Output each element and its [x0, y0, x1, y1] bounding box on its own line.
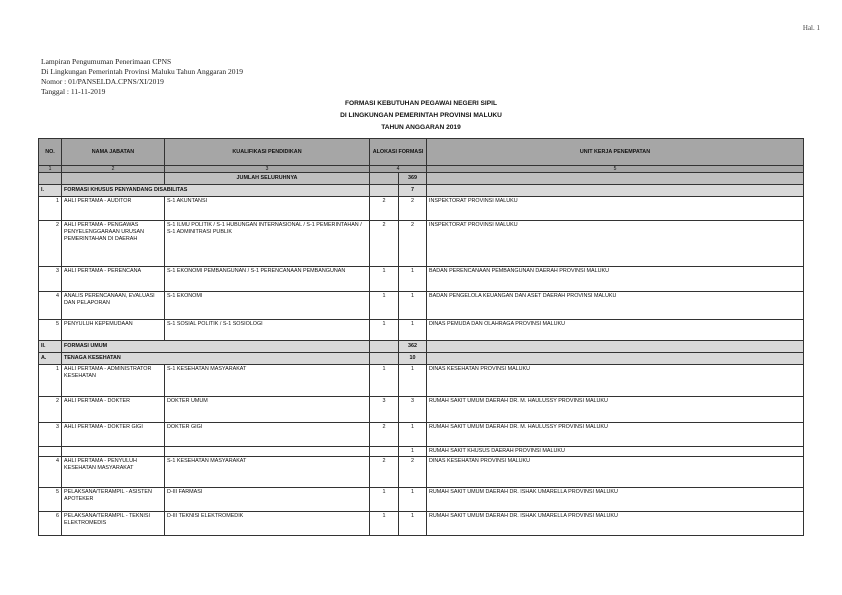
row-no: 1 [39, 197, 62, 221]
row-jabatan: AHLI PERTAMA - ADMINISTRATOR KESEHATAN [62, 365, 165, 397]
row-alokasi-b: 2 [399, 221, 427, 267]
row-kualifikasi: S-1 ILMU POLITIK / S-1 HUBUNGAN INTERNASIONAL / S-1 PEMERINTAHAN / S-1 ADMINITRASI PUBLIK [165, 221, 370, 267]
row-no: 3 [39, 267, 62, 292]
row-jabatan: AHLI PERTAMA - PENGAWAS PENYELENGGARAAN URUSAN PEMERINTAHAN DI DAERAH [62, 221, 165, 267]
row-jabatan: PENYULUH KEPEMUDAAN [62, 320, 165, 341]
empty-cell [427, 341, 804, 353]
row-kualifikasi: S-1 EKONOMI PEMBANGUNAN / S-1 PERENCANAAN PEMBANGUNAN [165, 267, 370, 292]
row-alokasi-b: 1 [399, 447, 427, 457]
formasi-table [38, 138, 804, 536]
header-line: Tanggal : 11-11-2019 [41, 87, 106, 96]
section-no: II. [39, 341, 62, 353]
column-number: 2 [62, 166, 165, 173]
row-alokasi-a: 1 [370, 488, 399, 512]
row-alokasi-b: 1 [399, 488, 427, 512]
row-unit: RUMAH SAKIT KHUSUS DAERAH PROVINSI MALUKU [427, 447, 804, 457]
row-alokasi-a: 3 [370, 397, 399, 423]
row-no: 1 [39, 365, 62, 397]
row-no: 2 [39, 221, 62, 267]
row-kualifikasi: S-1 AKUNTANSI [165, 197, 370, 221]
row-unit: RUMAH SAKIT UMUM DAERAH DR. ISHAK UMARELLA PROVINSI MALUKU [427, 512, 804, 536]
empty-cell [39, 173, 62, 185]
row-jabatan: ANALIS PERENCANAAN, EVALUASI DAN PELAPORAN [62, 292, 165, 320]
header-kualifikasi: KUALIFIKASI PENDIDIKAN [165, 139, 370, 166]
row-alokasi-a: 1 [370, 267, 399, 292]
row-no: 5 [39, 320, 62, 341]
section-label: FORMASI UMUM [62, 341, 370, 353]
page-number: Hal. 1 [802, 24, 820, 32]
row-alokasi-b: 3 [399, 397, 427, 423]
document-header [41, 57, 243, 97]
header-no: NO. [39, 139, 62, 166]
row-alokasi-b: 1 [399, 320, 427, 341]
row-kualifikasi: S-1 KESEHATAN MASYARAKAT [165, 365, 370, 397]
empty-cell [62, 173, 165, 185]
table-row [39, 365, 804, 397]
title-line: FORMASI KEBUTUHAN PEGAWAI NEGERI SIPIL [344, 100, 498, 107]
section-no: A. [39, 353, 62, 365]
table-header-row [39, 139, 804, 166]
row-alokasi-a: 1 [370, 512, 399, 536]
empty-cell [427, 173, 804, 185]
row-kualifikasi: S-1 EKONOMI [165, 292, 370, 320]
table-row [39, 512, 804, 536]
row-alokasi-a: 2 [370, 197, 399, 221]
row-alokasi-b: 2 [399, 457, 427, 488]
row-kualifikasi: D-III TEKNISI ELEKTROMEDIK [165, 512, 370, 536]
row-unit: INSPEKTORAT PROVINSI MALUKU [427, 221, 804, 267]
row-no [39, 447, 62, 457]
table-row [39, 197, 804, 221]
total-row [39, 173, 804, 185]
section-value: 7 [399, 185, 427, 197]
row-jabatan: PELAKSANA/TERAMPIL - TEKNISI ELEKTROMEDIS [62, 512, 165, 536]
empty-cell [370, 353, 399, 365]
empty-cell [370, 341, 399, 353]
row-kualifikasi: S-1 SOSIAL POLITIK / S-1 SOSIOLOGI [165, 320, 370, 341]
section-row [39, 341, 804, 353]
row-unit: RUMAH SAKIT UMUM DAERAH DR. M. HAULUSSY PROVINSI MALUKU [427, 397, 804, 423]
row-no: 4 [39, 457, 62, 488]
section-no: I. [39, 185, 62, 197]
row-kualifikasi: D-III FARMASI [165, 488, 370, 512]
table-row [39, 488, 804, 512]
row-alokasi-b: 1 [399, 267, 427, 292]
row-alokasi-b: 1 [399, 423, 427, 447]
row-alokasi-b: 1 [399, 365, 427, 397]
section-value: 362 [399, 341, 427, 353]
row-kualifikasi: DOKTER GIGI [165, 423, 370, 447]
header-line: Nomor : 01/PANSELDA.CPNS/XI/2019 [41, 77, 164, 86]
column-number-row [39, 166, 804, 173]
total-value: 369 [399, 173, 427, 185]
row-alokasi-b: 2 [399, 197, 427, 221]
row-unit: DINAS KESEHATAN PROVINSI MALUKU [427, 365, 804, 397]
document-title [0, 98, 842, 134]
row-alokasi-a: 2 [370, 221, 399, 267]
column-number: 5 [427, 166, 804, 173]
header-line: Di Lingkungan Pemerintah Provinsi Maluku Tahun Anggaran 2019 [41, 67, 244, 76]
table-row [39, 320, 804, 341]
section-value: 10 [399, 353, 427, 365]
row-unit: RUMAH SAKIT UMUM DAERAH DR. M. HAULUSSY PROVINSI MALUKU [427, 423, 804, 447]
title-line: DI LINGKUNGAN PEMERINTAH PROVINSI MALUKU [340, 112, 502, 119]
row-no: 2 [39, 397, 62, 423]
row-no: 5 [39, 488, 62, 512]
row-unit: BADAN PERENCANAAN PEMBANGUNAN DAERAH PROVINSI MALUKU [427, 267, 804, 292]
row-unit: RUMAH SAKIT UMUM DAERAH DR. ISHAK UMARELLA PROVINSI MALUKU [427, 488, 804, 512]
table-row [39, 292, 804, 320]
row-unit: BADAN PENGELOLA KEUANGAN DAN ASET DAERAH PROVINSI MALUKU [427, 292, 804, 320]
row-jabatan: AHLI PERTAMA - PERENCANA [62, 267, 165, 292]
table-row [39, 267, 804, 292]
row-jabatan: AHLI PERTAMA - AUDITOR [62, 197, 165, 221]
section-label: TENAGA KESEHATAN [62, 353, 370, 365]
row-kualifikasi: DOKTER UMUM [165, 397, 370, 423]
column-number: 3 [165, 166, 370, 173]
row-unit: DINAS KESEHATAN PROVINSI MALUKU [427, 457, 804, 488]
row-unit: INSPEKTORAT PROVINSI MALUKU [427, 197, 804, 221]
row-jabatan [62, 447, 165, 457]
column-number: 1 [39, 166, 62, 173]
row-alokasi-b: 1 [399, 512, 427, 536]
row-alokasi-b: 1 [399, 292, 427, 320]
row-unit: DINAS PEMUDA DAN OLAHRAGA PROVINSI MALUKU [427, 320, 804, 341]
row-kualifikasi [165, 447, 370, 457]
table-row [39, 221, 804, 267]
row-no: 6 [39, 512, 62, 536]
row-alokasi-a: 1 [370, 365, 399, 397]
title-line: TAHUN ANGGARAN 2019 [381, 124, 461, 131]
header-line: Lampiran Pengumuman Penerimaan CPNS [41, 57, 172, 66]
subsection-row [39, 353, 804, 365]
row-kualifikasi: S-1 KESEHATAN MASYARAKAT [165, 457, 370, 488]
header-jabatan: NAMA JABATAN [62, 139, 165, 166]
row-no: 4 [39, 292, 62, 320]
table-row [39, 457, 804, 488]
row-alokasi-a: 2 [370, 423, 399, 447]
empty-cell [370, 185, 399, 197]
row-alokasi-a [370, 447, 399, 457]
row-jabatan: AHLI PERTAMA - DOKTER GIGI [62, 423, 165, 447]
empty-cell [427, 185, 804, 197]
table-row [39, 447, 804, 457]
header-alokasi: ALOKASI FORMASI [370, 139, 427, 166]
table-row [39, 397, 804, 423]
row-jabatan: PELAKSANA/TERAMPIL - ASISTEN APOTEKER [62, 488, 165, 512]
table-row [39, 423, 804, 447]
column-number: 4 [370, 166, 427, 173]
header-unit: UNIT KERJA PENEMPATAN [427, 139, 804, 166]
section-label: FORMASI KHUSUS PENYANDANG DISABILITAS [62, 185, 370, 197]
total-label: JUMLAH SELURUHNYA [165, 173, 370, 185]
row-no: 3 [39, 423, 62, 447]
row-jabatan: AHLI PERTAMA - PENYULUH KESEHATAN MASYARAKAT [62, 457, 165, 488]
row-alokasi-a: 1 [370, 320, 399, 341]
section-row [39, 185, 804, 197]
empty-cell [370, 173, 399, 185]
row-jabatan: AHLI PERTAMA - DOKTER [62, 397, 165, 423]
empty-cell [427, 353, 804, 365]
row-alokasi-a: 2 [370, 457, 399, 488]
row-alokasi-a: 1 [370, 292, 399, 320]
